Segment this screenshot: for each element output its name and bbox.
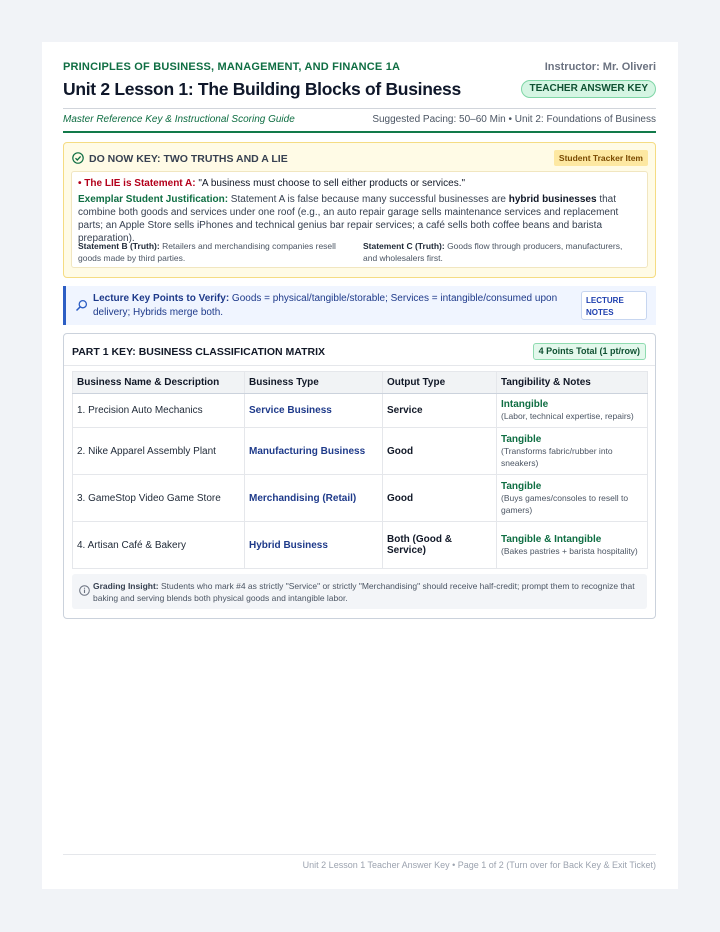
lie-answer [78,178,465,189]
tangibility: Tangible & Intangible [501,533,602,545]
business-type: Merchandising (Retail) [245,475,383,522]
header-divider [63,108,656,109]
page-subtitle: Master Reference Key & Instructional Scoring Guide [63,114,295,125]
lie-statement: "A business must choose to sell either products or services." [195,178,466,189]
lecture-notes-line2: NOTES [586,308,614,317]
tangibility: Tangible [501,434,542,445]
do-now-section [63,142,656,278]
justification-label: Exemplar Student Justification: [78,194,229,205]
tangibility-note: (Transforms fabric/rubber into sneakers) [501,446,613,468]
output-type: Service [383,394,497,428]
table-row [73,428,648,475]
tangibility: Tangible [501,481,542,492]
table-row [73,475,648,522]
justification-text-end: that combine both goods and services under one roof (e.g., an auto repair garage sells maintenance services and replacement parts; an Apple Store sells iPhones and technical genius bar repair services; a café sells both coffee beans and barista preparation). [78,194,619,244]
student-tracker-badge: Student Tracker Item [554,150,648,166]
points-badge: 4 Points Total (1 pt/row) [533,343,646,360]
lecture-points: Goods = physical/tangible/storable; Services = intangible/consumed upon delivery; Hybrids merge both. [93,293,558,318]
lecture-points-text [93,292,568,319]
instructor-name: Instructor: Mr. Oliveri [544,61,656,73]
business-type: Hybrid Business [245,522,383,569]
business-type: Manufacturing Business [245,428,383,475]
business-name: 2. Nike Apparel Assembly Plant [73,428,245,475]
tangibility-cell [497,475,648,522]
output-type: Good [383,475,497,522]
output-type: Good [383,428,497,475]
teacher-key-badge: TEACHER ANSWER KEY [521,80,656,98]
course-name: PRINCIPLES OF BUSINESS, MANAGEMENT, AND FINANCE 1A [63,61,401,73]
statement-b-text: Retailers and merchandising companies resell goods made by third parties. [78,241,336,263]
classification-table [72,371,648,569]
tangibility-cell [497,522,648,569]
do-now-title: DO NOW KEY: TWO TRUTHS AND A LIE [89,153,288,165]
justification-keyword: hybrid businesses [508,194,597,205]
tangibility-note: (Bakes pastries + barista hospitality) [501,545,638,556]
answer-key-page [42,42,678,889]
column-header: Business Type [245,372,383,394]
table-header-row [73,372,648,394]
table-row [73,522,648,569]
pacing-info: Suggested Pacing: 50–60 Min • Unit 2: Foundations of Business [372,114,656,125]
column-header: Business Name & Description [73,372,245,394]
lecture-key-points [63,286,656,325]
part1-section [63,333,656,619]
statement-c-text: Goods flow through producers, manufacturers, and wholesalers first. [363,241,623,263]
magnifier-icon [75,299,88,312]
justification-text: Statement A is false because many successful businesses are [228,194,509,205]
column-header: Output Type [383,372,497,394]
statement-c-label: Statement C (Truth): [363,241,445,251]
do-now-answer-card [71,171,648,268]
tangibility-cell [497,428,648,475]
statement-b-label: Statement B (Truth): [78,241,160,251]
justification [78,193,646,245]
info-icon [79,585,90,596]
business-name: 4. Artisan Café & Bakery [73,522,245,569]
grading-insight-body: Students who mark #4 as strictly "Service" or strictly "Merchandising" should receive half-credit; prompt them to recognize that baking and serving blends both physical goods and intangible labor. [93,581,635,603]
check-circle-icon [72,152,84,164]
page-footer: Unit 2 Lesson 1 Teacher Answer Key • Page 1 of 2 (Turn over for Back Key & Exit Ticket) [302,860,656,870]
grading-insight [72,574,647,609]
table-row [73,394,648,428]
statement-c [363,240,637,264]
statement-b [78,240,352,264]
column-header: Tangibility & Notes [497,372,648,394]
footer-divider [63,854,656,855]
page-title: Unit 2 Lesson 1: The Building Blocks of Business [63,79,461,99]
grading-insight-label: Grading Insight: [93,581,159,591]
lecture-notes-line1: LECTURE [586,296,624,305]
business-type: Service Business [245,394,383,428]
lecture-notes-tag [581,291,647,320]
grading-insight-text [93,580,641,604]
part1-divider [64,365,655,366]
output-type: Both (Good & Service) [383,522,497,569]
business-name: 1. Precision Auto Mechanics [73,394,245,428]
tangibility: Intangible [501,399,549,411]
tangibility-cell [497,394,648,428]
lie-label: • The LIE is Statement A: [78,178,196,189]
header-accent-rule [63,131,656,133]
tangibility-note: (Buys games/consoles to resell to gamers) [501,493,629,515]
business-name: 3. GameStop Video Game Store [73,475,245,522]
lecture-label: Lecture Key Points to Verify: [93,293,230,304]
tangibility-note: (Labor, technical expertise, repairs) [501,411,634,422]
part1-title: PART 1 KEY: BUSINESS CLASSIFICATION MATRIX [72,346,325,358]
